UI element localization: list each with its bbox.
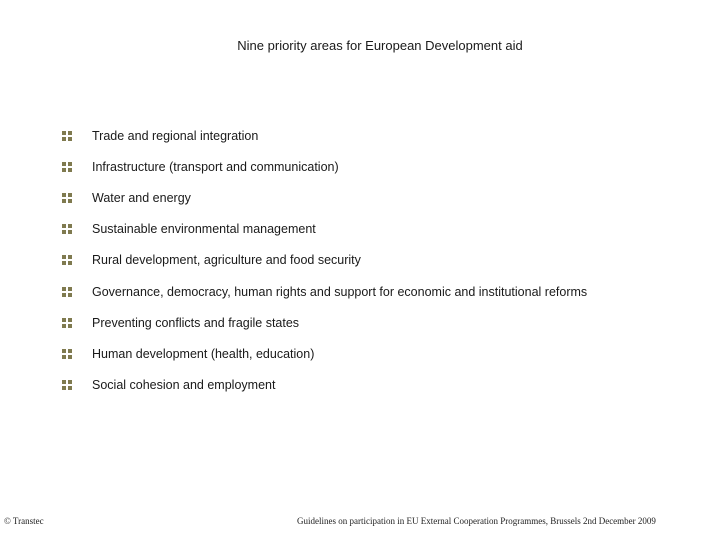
list-item	[62, 182, 587, 213]
four-square-bullet-icon	[62, 162, 72, 172]
priority-areas-list	[62, 120, 587, 401]
footer-copyright: © Transtec	[4, 516, 44, 526]
four-square-bullet-icon	[62, 224, 72, 234]
four-square-bullet-icon	[62, 380, 72, 390]
list-item-label: Trade and regional integration	[92, 128, 259, 143]
footer-caption: Guidelines on participation in EU External Cooperation Programmes, Brussels 2nd December 2009	[297, 516, 656, 526]
list-item-label: Infrastructure (transport and communication)	[92, 159, 339, 174]
four-square-bullet-icon	[62, 349, 72, 359]
list-item	[62, 338, 587, 369]
list-item-label: Governance, democracy, human rights and support for economic and institutional reforms	[92, 284, 588, 299]
list-item-label: Human development (health, education)	[92, 346, 315, 361]
four-square-bullet-icon	[62, 287, 72, 297]
list-item	[62, 151, 587, 182]
list-item-label: Sustainable environmental management	[92, 222, 316, 237]
four-square-bullet-icon	[62, 131, 72, 141]
four-square-bullet-icon	[62, 193, 72, 203]
list-item-label: Rural development, agriculture and food security	[92, 253, 361, 268]
list-item-label: Social cohesion and employment	[92, 378, 276, 393]
list-item-label: Preventing conflicts and fragile states	[92, 315, 300, 330]
list-item	[62, 370, 587, 401]
list-item	[62, 214, 587, 245]
list-item	[62, 245, 587, 276]
list-item-label: Water and energy	[92, 190, 191, 205]
four-square-bullet-icon	[62, 255, 72, 265]
list-item	[62, 276, 587, 307]
list-item	[62, 120, 587, 151]
four-square-bullet-icon	[62, 318, 72, 328]
slide-title: Nine priority areas for European Development aid	[237, 38, 523, 53]
list-item	[62, 307, 587, 338]
